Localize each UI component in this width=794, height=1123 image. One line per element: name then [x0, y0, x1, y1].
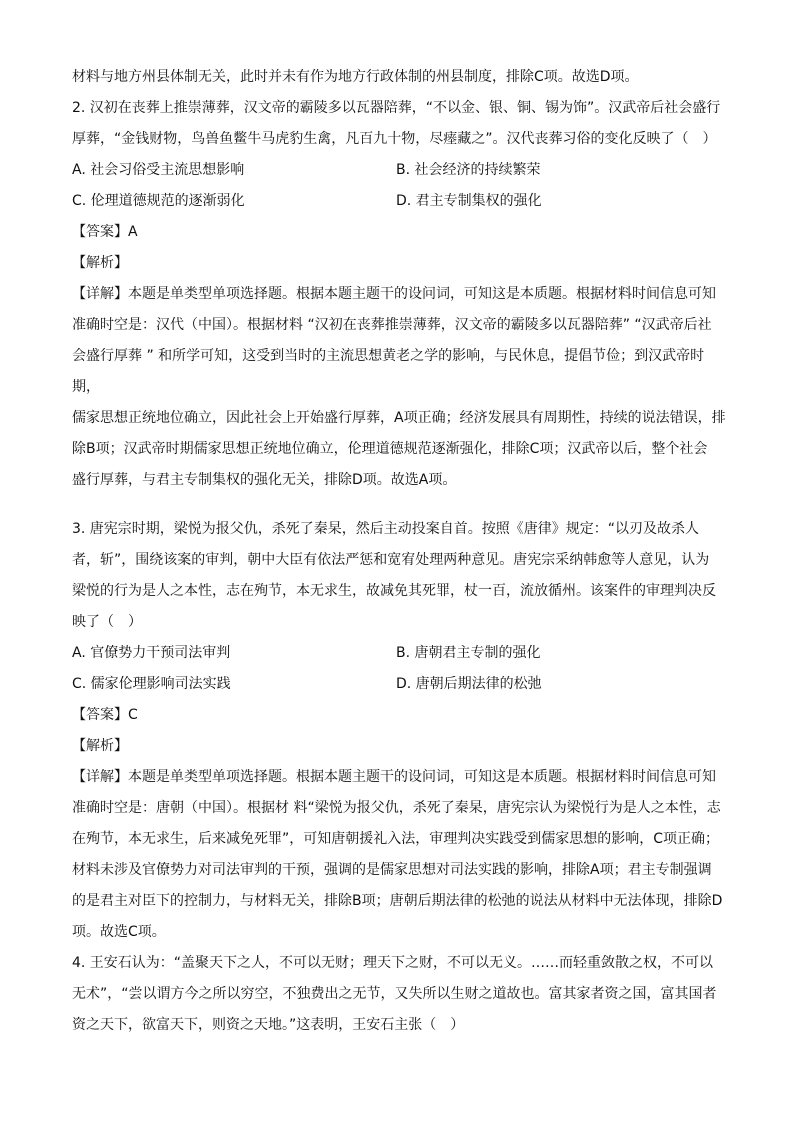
detail-line: 项。故选C项。: [72, 924, 166, 940]
answer-tag: 【答案】: [72, 707, 128, 723]
question-stem-line: 厚葬，“金钱财物，鸟兽鱼鳖牛马虎豹生禽，凡百九十物，尽瘗藏之”。汉代丧葬习俗的变化反映了（ ）: [72, 131, 717, 147]
question-stem-line: 梁悦的行为是人之本性，志在殉节，本无求生，故减免其死罪，杖一百，流放循州。该案件的审理判决反: [72, 583, 716, 599]
detail-text: 本题是单类型单项选择题。根据本题主题干的设问词，可知这是本质题。根据材料时间信息可知: [128, 286, 716, 302]
option-c: C. 伦理道德规范的逐渐弱化: [72, 193, 245, 209]
intro-line: 材料与地方州县体制无关，此时并未有作为地方行政体制的州县制度，排除C项。故选D项。: [72, 69, 639, 85]
analysis-tag: 【解析】: [72, 738, 128, 754]
answer-tag: 【答案】: [72, 224, 128, 240]
detail-line: 儒家思想正统地位确立，因此社会上开始盛行厚葬，A项正确；经济发展具有周期性，持续的说法错误，排: [72, 410, 726, 426]
question-stem-line: 者，斩”，围绕该案的审判，朝中大臣有依法严惩和宽宥处理两种意见。唐宪宗采纳韩愈等人意见，认为: [72, 552, 710, 568]
options-grid: [72, 638, 726, 700]
option-a: A. 官僚势力干预司法审判: [72, 645, 231, 661]
option-d: D. 君主专制集权的强化: [396, 193, 542, 209]
detail-text: 本题是单类型单项选择题。根据本题主题干的设问词，可知这是本质题。根据材料时间信息可知: [128, 769, 716, 785]
detail-line: 准确时空是：汉代（中国）。根据材料 “汉初在丧葬推崇薄葬，汉文帝的霸陵多以瓦器陪葬” “汉武帝后社: [72, 317, 712, 333]
detail-line: 会盛行厚葬 ” 和所学可知，这受到当时的主流思想黄老之学的影响，与民休息，提倡节俭；到汉武帝时期，: [72, 348, 705, 395]
question-stem-line: 2. 汉初在丧葬上推崇薄葬，汉文帝的霸陵多以瓦器陪葬，“不以金、银、铜、锡为饰”。汉武帝后社会盛行: [72, 100, 721, 116]
detail-line: 除B项；汉武帝时期儒家思想正统地位确立，伦理道德规范逐渐强化，排除C项；汉武帝以后，整个社会: [72, 441, 708, 457]
detail-line: 盛行厚葬，与君主专制集权的强化无关，排除D项。故选A项。: [72, 472, 457, 488]
option-b: B. 唐朝君主专制的强化: [396, 645, 541, 661]
detail-line: 准确时空是：唐朝（中国）。根据材 料“梁悦为报父仇，杀死了秦杲，唐宪宗认为梁悦行为是人之本性，志: [72, 800, 721, 816]
detail-line: 在殉节，本无求生，后来减免死罪”，可知唐朝援礼入法，审理判决实践受到儒家思想的影响，C项正确；: [72, 831, 720, 847]
detail-line: [72, 279, 726, 310]
option-d: D. 唐朝后期法律的松弛: [396, 676, 542, 692]
answer-line: [72, 217, 726, 248]
option-c: C. 儒家伦理影响司法实践: [72, 676, 231, 692]
detail-tag: 【详解】: [72, 769, 128, 785]
option-b: B. 社会经济的持续繁荣: [396, 162, 541, 178]
question-2: [72, 93, 726, 496]
analysis-tag: 【解析】: [72, 255, 128, 271]
question-3: [72, 514, 726, 948]
question-stem-line: 资之天下，欲富天下，则资之天地。”这表明，王安石主张（ ）: [72, 1017, 465, 1033]
detail-line: [72, 762, 726, 793]
answer-line: [72, 700, 726, 731]
answer-value: A: [128, 224, 138, 240]
section-gap: [72, 496, 726, 514]
detail-line: 的是君主对臣下的控制力，与材料无关，排除B项；唐朝后期法律的松弛的说法从材料中无法体现，排除D: [72, 893, 723, 909]
question-4: [72, 948, 726, 1041]
answer-value: C: [128, 707, 138, 723]
question-stem-line: 3. 唐宪宗时期，梁悦为报父仇，杀死了秦杲，然后主动投案自首。按照《唐律》规定：“以刃及故杀人: [72, 521, 700, 537]
detail-line: 材料未涉及官僚势力对司法审判的干预，强调的是儒家思想对司法实践的影响，排除A项；君主专制强调: [72, 862, 712, 878]
question-stem-line: 4. 王安石认为：“盖聚天下之人，不可以无财；理天下之财，不可以无义。……而轻重敛散之权，不可以: [72, 955, 714, 971]
options-grid: [72, 155, 726, 217]
question-stem-line: 映了（ ）: [72, 614, 142, 630]
option-a: A. 社会习俗受主流思想影响: [72, 162, 245, 178]
detail-tag: 【详解】: [72, 286, 128, 302]
question-stem-line: 无术”，“尝以谓方今之所以穷空，不独费出之无节，又失所以生财之道故也。富其家者资之国，富其国者: [72, 986, 717, 1002]
document-body: [72, 62, 726, 1041]
